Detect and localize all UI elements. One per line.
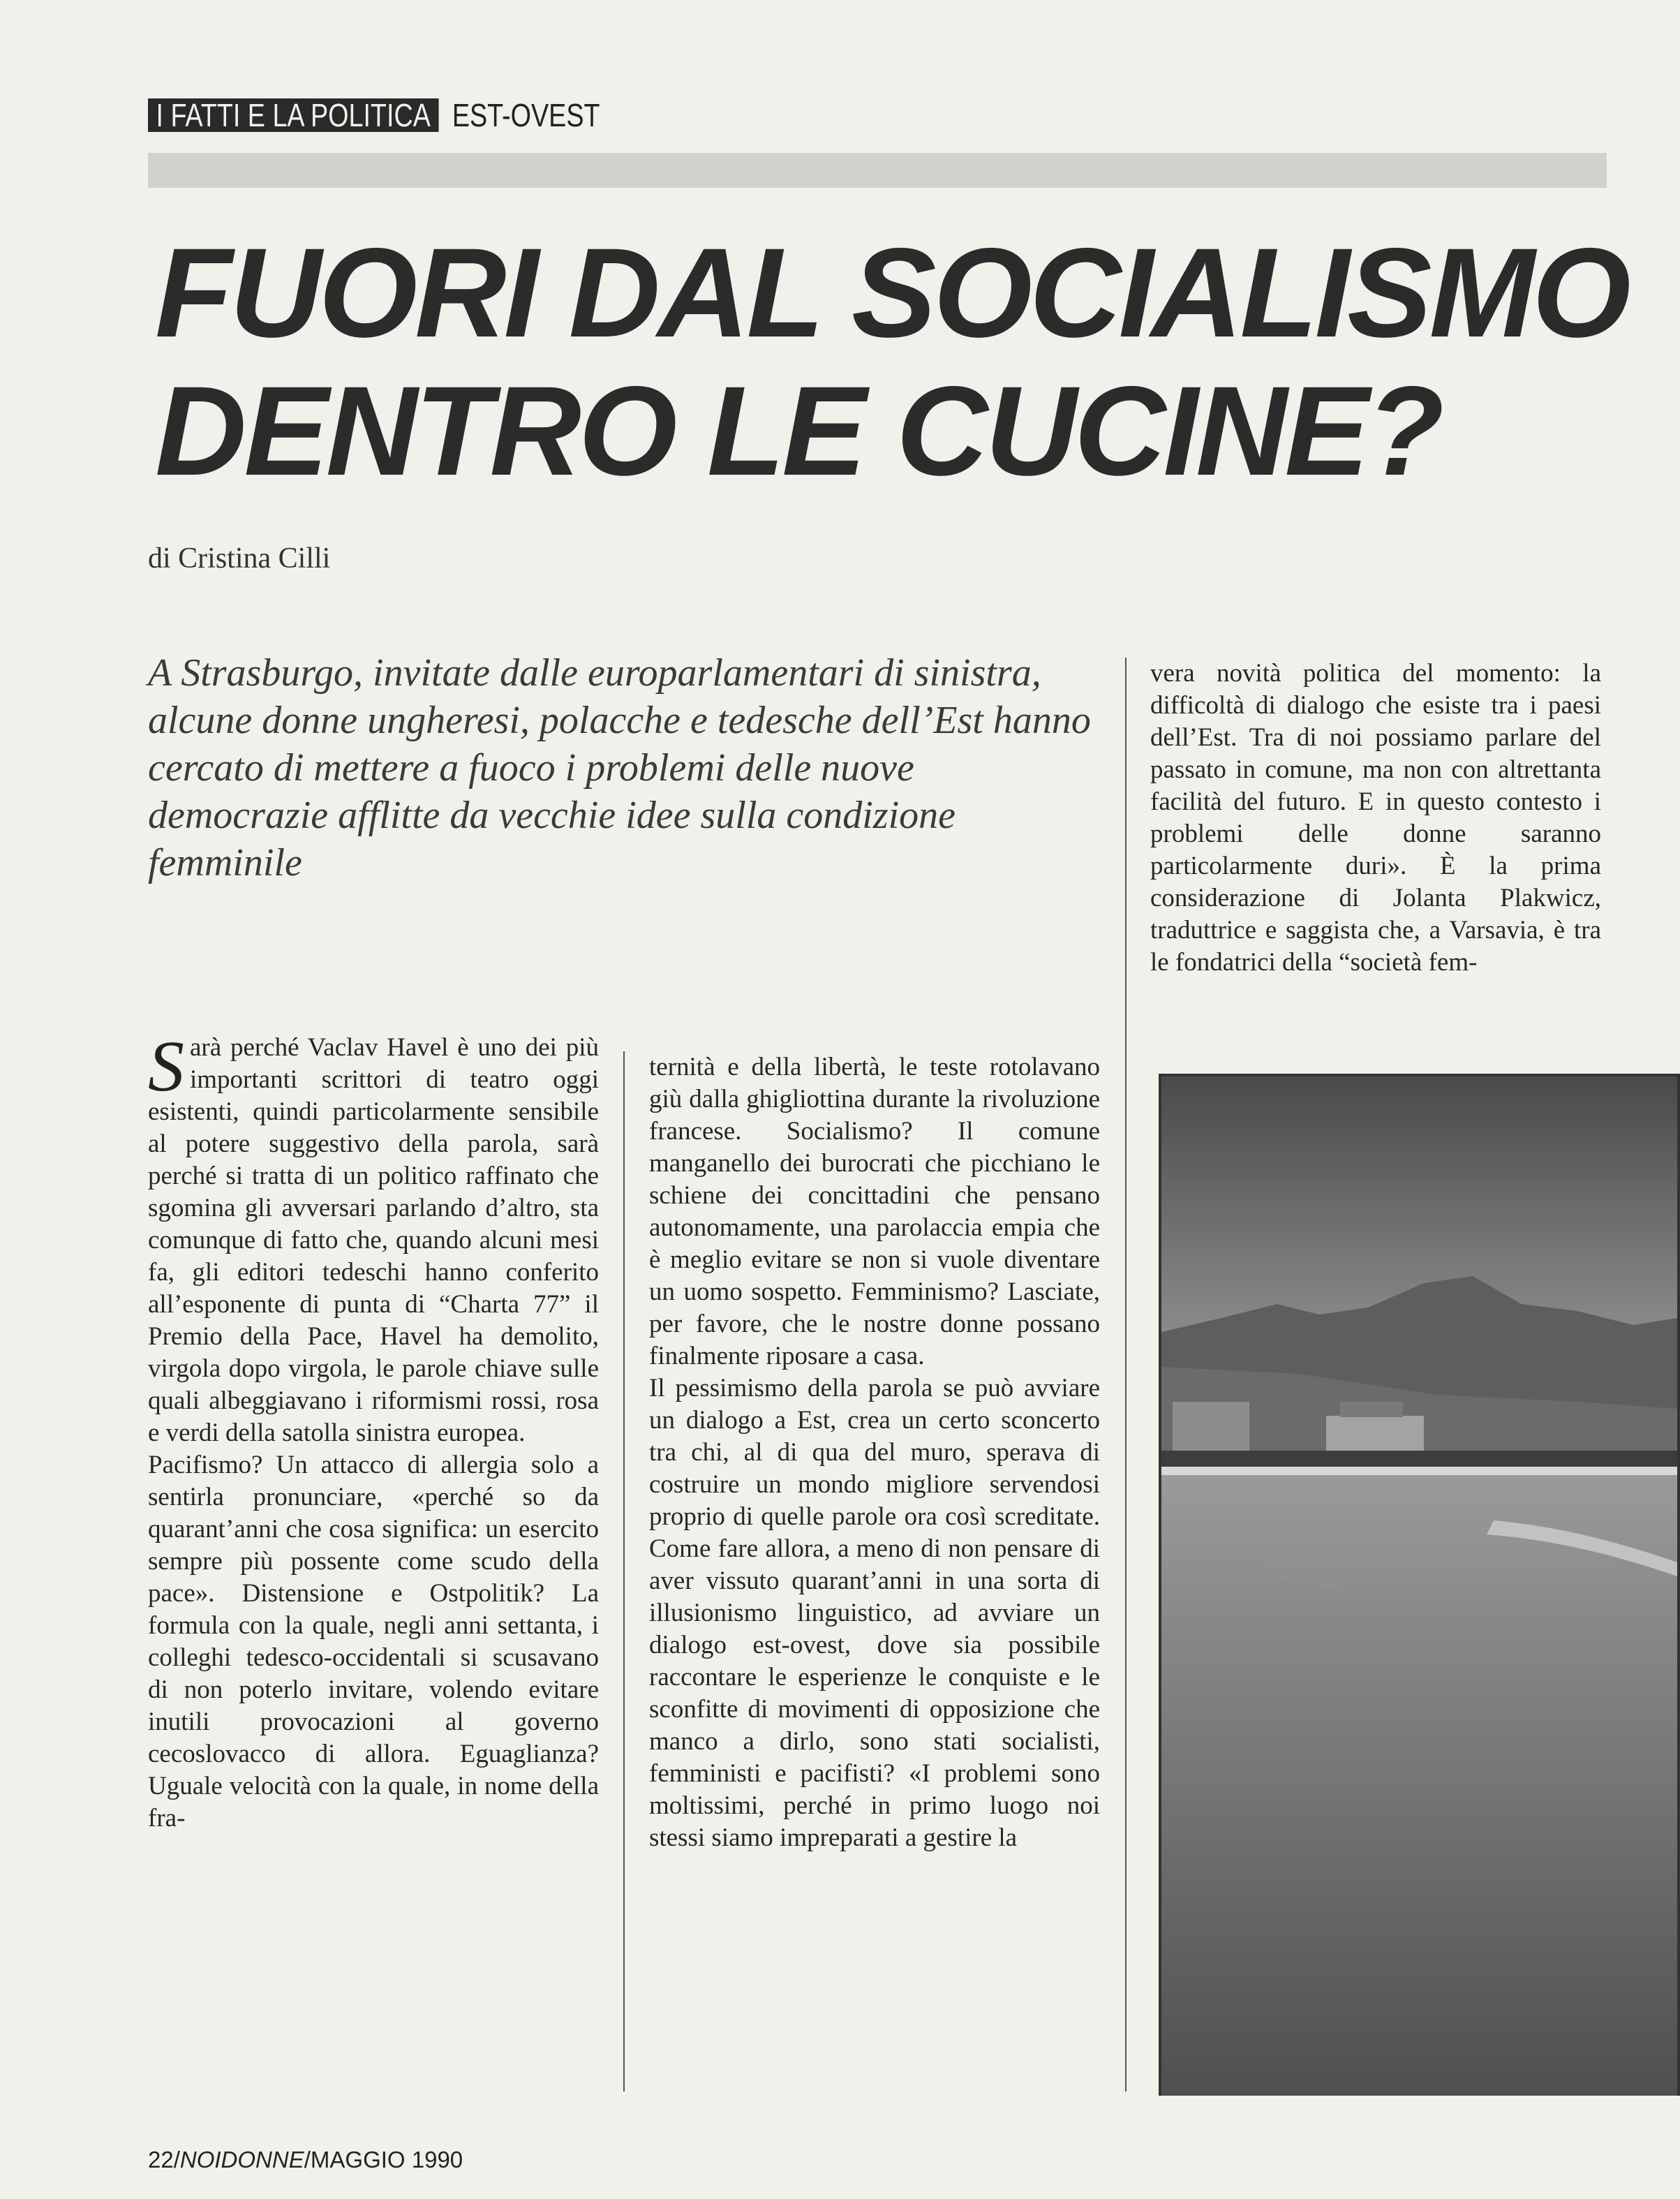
byline: di Cristina Cilli	[148, 542, 331, 575]
headline	[155, 223, 1628, 500]
issue-date: MAGGIO 1990	[310, 2147, 463, 2172]
body-column-2	[649, 1051, 1100, 2091]
header-grey-bar	[148, 153, 1607, 188]
page-footer: 22/NOIDONNE/MAGGIO 1990	[148, 2147, 463, 2172]
body-paragraph: arà perché Vaclav Havel è uno dei più importanti scrittori di teatro oggi esistenti, quindi particolarmente sensibile al potere suggestivo della parola, sarà perché si tratta di un politico raffinato che sgomina gli avversari parlando d’altro, sta comunque di fatto che, quando alcuni mesi fa, gli editori tedeschi hanno conferito all’esponente di punta di “Charta 77” il Premio della Pace, Havel ha demolito, virgola dopo virgola, le parole chiave sulle quali albeggiavano i riformismi rossi, rosa e verdi della satolla sinistra europea.	[148, 1033, 599, 1447]
column-rule	[623, 1051, 625, 2091]
body-paragraph: ternità e della libertà, le teste rotolavano giù dalla ghigliottina durante la rivoluzione francese. Socialismo? Il comune manganello dei burocrati che picchiano le schiene dei concittadini che pensano autonomamente, una parolaccia empia che è meglio evitare se non si vuole diventare un uomo sospetto. Femminismo? Lasciate, per favore, che le nostre donne possano finalmente riposare a casa.	[649, 1053, 1100, 1370]
lead-paragraph: A Strasburgo, invitate dalle europarlamentari di sinistra, alcune donne ungheresi, polacche e tedesche dell’Est hanno cercato di mettere a fuoco i problemi delle nuove democrazie afflitte da vecchie idee sulla condizione femminile	[148, 651, 1091, 884]
body-paragraph: Il pessimismo della parola se può avviare un dialogo a Est, crea un certo sconcerto tra chi, al di qua del muro, sperava di costruire un mondo migliore servendosi proprio di quelle parole ora così screditate. Come fare allora, a meno di non pensare di aver vissuto quarant’anni in una sorta di illusionismo linguistico, ad avviare un dialogo est-ovest, dove sia possibile raccontare le esperienze le conquiste e le sconfitte di movimenti di opposizione che manco a dirlo, sono stati socialisti, femministi e pacifisti? «I problemi sono moltissimi, perché in primo luogo noi stessi siamo impreparati a gestire la	[649, 1374, 1100, 1852]
body-paragraph: vera novità politica del momento: la difficoltà di dialogo che esiste tra i paesi dell’Est. Tra di noi possiamo parlare del passato in comune, ma non con altrettanta facilità del futuro. E in questo contesto i problemi delle donne saranno particolarmente duri». È la prima considerazione di Jolanta Plakwicz, traduttrice e saggista che, a Varsavia, è tra le fondatrici della “società fem-	[1150, 659, 1601, 977]
section-label	[148, 98, 634, 132]
body-paragraph: Pacifismo? Un attacco di allergia solo a sentirla pronunciare, «perché so da quarant’anni che cosa significa: un esercito sempre più possente come scudo della pace». Distensione e Ostpolitik? La formula con la quale, negli anni settanta, i colleghi tedesco-occidentali si scusavano di non poterlo invitare, volendo evitare inutili provocazioni al governo cecoslovacco di allora. Eguaglianza? Uguale velocità con la quale, in nome della fra-	[148, 1451, 599, 1832]
headline-line-1: FUORI DAL SOCIALISMO	[155, 221, 1628, 364]
column-rule	[1125, 658, 1127, 2091]
page-number: 22	[148, 2147, 174, 2172]
headline-line-2: DENTRO LE CUCINE?	[155, 360, 1441, 502]
landscape-photo	[1159, 1074, 1680, 2096]
body-column-3	[1150, 658, 1601, 1033]
drop-cap: S	[148, 1032, 184, 1106]
magazine-name: NOIDONNE	[179, 2147, 304, 2172]
section-category: I FATTI E LA POLITICA	[148, 98, 438, 132]
section-subcategory: EST-OVEST	[452, 97, 600, 133]
photo-illustration	[1159, 1074, 1680, 2096]
body-column-1	[148, 1032, 599, 2072]
